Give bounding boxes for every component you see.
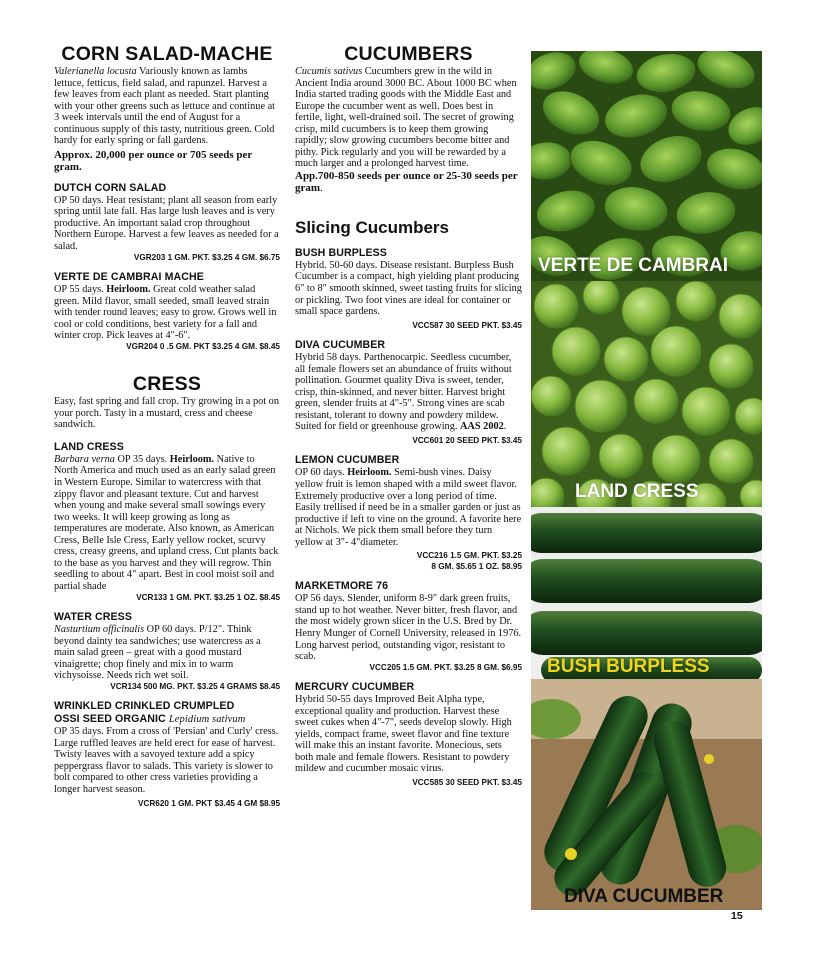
mercury-cucumber-price: VCC585 30 SEED PKT. $3.45 bbox=[412, 777, 522, 787]
lemon-cucumber-name: LEMON CUCUMBER bbox=[295, 454, 400, 467]
verte-de-cambrai-name: VERTE DE CAMBRAI MACHE bbox=[54, 271, 204, 284]
land-cress-desc: Barbara verna OP 35 days. Heirloom. Native to North America and much used as an early salad green in Western Europe. Similar to watercress with that zippy flavor and pleasant texture. Cut and harvest when young and make several small sowings every two weeks. It will keep growing as long as temperatures are moderate. Also known, as American Cress, Belle Isle Cress, Early yellow rocket, scurvy cress, creasy greens, and upland cress. Cut plants back to the base as you harvest and they will regrow. Thin seedling to about 4" apart. Best in cool moist soil and partial shade bbox=[54, 453, 279, 592]
cress-title: CRESS bbox=[132, 373, 202, 396]
diva-cucumber-desc: Hybrid 58 days. Parthenocarpic. Seedless cucumber, all female flowers set an abundance of fruits without pollination. Gourmet quality Diva is sweet, tender, crisp, thin-skinned, and never bitter. Harvest bright green, slender fruits at 4"-5". Strong vines are scab resistant, tolerant to downy and powdery mildew. Suited for field or greenhouse growing. AAS 2002. bbox=[295, 352, 512, 433]
diva-cucumber-price: VCC601 20 SEED PKT. $3.45 bbox=[412, 435, 522, 445]
verte-de-cambrai-photo bbox=[531, 51, 762, 281]
land-cress-caption: LAND CRESS bbox=[575, 481, 699, 502]
land-cress-name: LAND CRESS bbox=[54, 440, 124, 453]
verte-de-cambrai-caption: VERTE DE CAMBRAI bbox=[538, 255, 729, 276]
cucumbers-intro: Cucumis sativus Cucumbers grew in the wild in Ancient India around 3000 BC. About 1000 BC when India started trading goods with the Middle East and Europe the cucumber went as well. Does best in fertile, light, well-drained soil. The secret of growing crisp, mild cucumbers is to keep them growing rapidly; slow growing cucumbers become bitter and pithy. Pick regularly and you will be rewarded by a much larger and a prolonged harvest time. bbox=[295, 66, 517, 170]
corn-salad-title: CORN SALAD-MACHE bbox=[61, 43, 273, 65]
corn-salad-latin: Valerianella locusta bbox=[54, 66, 137, 77]
marketmore-name: MARKETMORE 76 bbox=[295, 580, 389, 593]
diva-cucumber-name: DIVA CUCUMBER bbox=[295, 339, 386, 352]
middle-column bbox=[295, 42, 522, 788]
dutch-corn-salad-desc: OP 50 days. Heat resistant; plant all season from early spring until late fall. Has large lush leaves and is very productive. An important salad crop throughout Northern Europe. Harvest a few leaves as needed for a salad. bbox=[54, 194, 279, 253]
lemon-cucumber-price: VCC216 1.5 GM. PKT. $3.25 8 GM. $5.65 1 OZ. $8.95 bbox=[416, 551, 522, 571]
left-column bbox=[54, 42, 280, 809]
page-number: 15 bbox=[731, 910, 743, 922]
bush-burpless-price: VCC587 30 SEED PKT. $3.45 bbox=[412, 320, 522, 330]
diva-cucumber-caption: DIVA CUCUMBER bbox=[564, 886, 724, 907]
wrinkled-cress-price: VCR620 1 GM. PKT $3.45 4 GM $8.95 bbox=[138, 798, 280, 808]
photo-column bbox=[531, 51, 762, 910]
bush-burpless-photo bbox=[531, 507, 762, 679]
marketmore-desc: OP 56 days. Slender, uniform 8-9" dark green fruits, stand up to hot weather. Never bitter, fresh flavor, and the most widely grown slicer in the U.S. Bred by Dr. Henry Munger of Cornell University, released in 1976. Long harvest period, outstanding vigor, resistant to scab. bbox=[295, 593, 522, 663]
corn-salad-intro: Valerianella locusta Variously known as lambs lettuce, fetticus, field salad, and rapunzel. Harvest a few leaves from each plant as needed. Start planting with your other greens such as lettuce and continue at 3 week intervals until the end of August for a continuous supply of this tasty, nutritious green. Cold hardy for early spring or fall gardens. bbox=[54, 66, 276, 147]
verte-de-cambrai-price: VGR204 0 .5 GM. PKT $3.25 4 GM. $8.45 bbox=[126, 341, 280, 351]
marketmore-price: VCC205 1.5 GM. PKT. $3.25 8 GM. $6.95 bbox=[369, 662, 522, 672]
mercury-cucumber-desc: Hybrid 50-55 days Improved Beit Alpha type, exceptional quality and production. Harvest these sweet cukes when 4"-7", seeds develop slowly. High yields, compact frame, sweet flavor and fine texture will make this an instant favorite. Monecious, sets both male and female flowers. Resistant to powdery mildew and cucumber mosaic virus. bbox=[295, 694, 512, 775]
water-cress-desc: Nasturtium officinalis OP 60 days. P/12". Think beyond dainty tea sandwiches; use watercress as a main salad green – great with a good mustard vinaigrette; chop finely and mix in to warm vichysoisse. Needs rich wet soil. bbox=[54, 624, 261, 682]
wrinkled-cress-desc: OP 35 days. From a cross of 'Persian' and Curly' cress. Large ruffled leaves are held erect for ease of harvest. Twisty leaves with a savoyed texture add a spicy peppergrass flavor to salads. This variety is slower to bolt compared to other cress varieties providing a longer harvest season. bbox=[54, 726, 279, 795]
diva-cucumber-photo bbox=[531, 679, 762, 910]
land-cress-price: VCR133 1 GM. PKT. $3.25 1 OZ. $8.45 bbox=[136, 592, 280, 602]
cucumbers-seed-count: App.700-850 seeds per ounce or 25-30 seeds per gram. bbox=[295, 169, 518, 195]
cress-intro: Easy, fast spring and fall crop. Try growing in a pot on your porch. Tasty in a mustard, cress and cheese sandwich. bbox=[54, 396, 279, 431]
water-cress-price: VCR134 500 MG. PKT. $3.25 4 GRAMS $8.45 bbox=[110, 681, 280, 691]
lemon-cucumber-desc: OP 60 days. Heirloom. Semi-bush vines. Daisy yellow fruit is lemon shaped with a mild sweet flavor. Extremely productive over a long period of time. Easily trellised if need be in a smaller garden or just as productive if left to vine on the ground. A favorite here at Nichols. We pick them small before they turn yellow at 3"- 4"diameter. bbox=[295, 467, 522, 548]
bush-burpless-desc: Hybrid. 50-60 days. Disease resistant. Burpless Bush Cucumber is a compact, high yielding plant producing 6" to 8" smooth skinned, sweet tasting fruits for slicing or pickling. Two foot vines are ideal for container or small space gardens. bbox=[295, 259, 522, 318]
verte-de-cambrai-desc: OP 55 days. Heirloom. Great cold weather salad green. Mild flavor, small seeded, small leaved strain with tender round leaves; easy to grow. Grows well in cool or cold conditions, best variety for a fall and winter crop. Pick leaves at 4"-6". bbox=[54, 284, 277, 342]
cucumbers-latin: Cucumis sativus bbox=[295, 66, 363, 77]
slicing-cucumbers-title: Slicing Cucumbers bbox=[295, 217, 449, 237]
dutch-corn-salad-name: DUTCH CORN SALAD bbox=[54, 181, 167, 194]
cucumbers-title: CUCUMBERS bbox=[344, 43, 473, 65]
dutch-corn-salad-price: VGR203 1 GM. PKT. $3.25 4 GM. $6.75 bbox=[133, 252, 280, 262]
corn-salad-seed-count: Approx. 20,000 per ounce or 705 seeds per gram. bbox=[54, 148, 253, 174]
bush-burpless-name: BUSH BURPLESS bbox=[295, 246, 387, 259]
mercury-cucumber-name: MERCURY CUCUMBER bbox=[295, 681, 415, 694]
bush-burpless-caption: BUSH BURPLESS bbox=[547, 656, 710, 677]
wrinkled-cress-name: WRINKLED CRINKLED CRUMPLED OSSI SEED ORGANIC Lepidium sativum bbox=[54, 700, 246, 726]
water-cress-name: WATER CRESS bbox=[54, 611, 133, 623]
land-cress-photo bbox=[531, 281, 762, 507]
